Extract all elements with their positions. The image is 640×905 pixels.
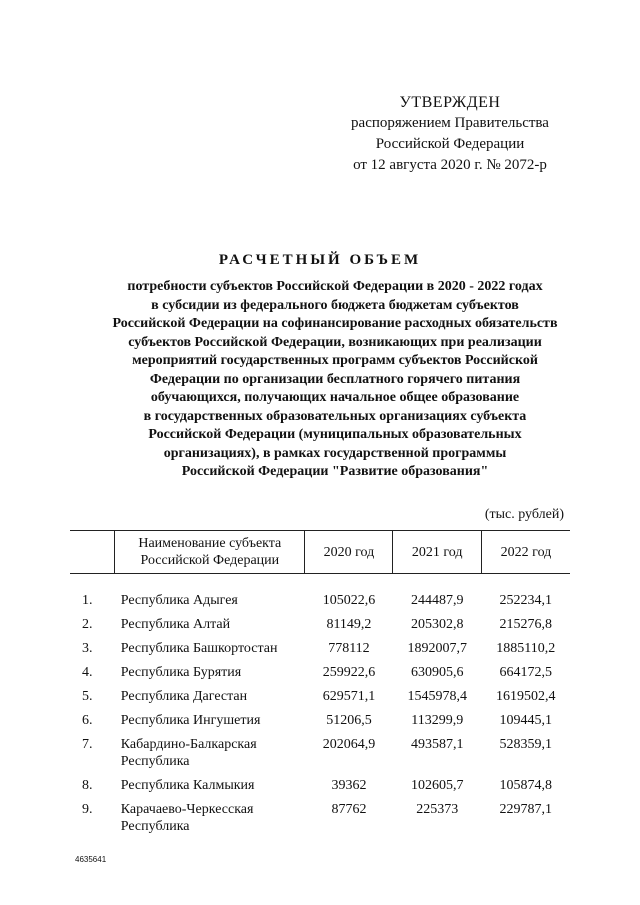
table-row — [70, 708, 570, 732]
row-value-2021: 630905,6 — [410, 665, 464, 680]
row-value-2022: 1885110,2 — [496, 641, 556, 656]
row-value-2020: 87762 — [331, 802, 367, 817]
table-row — [70, 732, 570, 773]
row-subject-name: Республика Башкортостан — [120, 641, 278, 656]
row-number: 5. — [82, 689, 93, 704]
row-subject-name: Республика Алтай — [120, 617, 231, 632]
subtitle-line: субъектов Российской Федерации, возникающих при реализации — [128, 334, 542, 350]
row-number: 4. — [82, 665, 93, 680]
approval-line-3: от 12 августа 2020 г. № 2072-р — [353, 157, 547, 173]
units-label: (тыс. рублей) — [484, 507, 564, 522]
row-value-2020: 51206,5 — [326, 713, 372, 728]
table-spacer — [70, 574, 570, 589]
subtitle-line: в субсидии из федерального бюджета бюджетам субъектов — [151, 297, 519, 313]
subtitle-line: мероприятий государственных программ субъектов Российской — [132, 353, 538, 368]
row-subject-name: Кабардино-Балкарская Республика — [120, 737, 257, 769]
subtitle-line: организациях), в рамках государственной программы — [163, 445, 507, 461]
row-value-2020: 629571,1 — [322, 689, 376, 704]
row-value-2022: 252234,1 — [499, 593, 552, 608]
row-value-2020: 202064,9 — [322, 737, 376, 752]
approval-block — [340, 92, 560, 176]
table-row — [70, 684, 570, 708]
table-row — [70, 773, 570, 797]
row-number: 1. — [82, 593, 93, 608]
row-number: 6. — [82, 713, 93, 728]
document-title: РАСЧЕТНЫЙ ОБЪЕМ — [218, 252, 422, 268]
row-value-2021: 205302,8 — [410, 617, 464, 632]
row-number: 2. — [82, 617, 93, 632]
approval-heading: УТВЕРЖДЕН — [399, 94, 501, 111]
row-value-2021: 225373 — [416, 802, 459, 817]
table-row — [70, 588, 570, 612]
approval-line-2: Российской Федерации — [375, 136, 525, 152]
row-value-2022: 528359,1 — [499, 737, 552, 752]
row-subject-name: Республика Калмыкия — [120, 778, 255, 793]
row-value-2020: 39362 — [331, 778, 367, 793]
subsidy-table — [70, 530, 570, 838]
row-subject-name: Республика Бурятия — [120, 665, 242, 680]
row-value-2022: 1619502,4 — [495, 689, 556, 704]
approval-line-1: распоряжением Правительства — [351, 115, 549, 131]
table-row — [70, 612, 570, 636]
subtitle-line: Российской Федерации "Развитие образования" — [181, 464, 489, 479]
row-number: 7. — [82, 737, 93, 752]
row-value-2020: 778112 — [328, 641, 370, 656]
table-row — [70, 636, 570, 660]
table-row — [70, 797, 570, 838]
table-body — [70, 574, 570, 839]
row-value-2022: 664172,5 — [499, 665, 552, 680]
header-2021: 2021 год — [393, 531, 481, 574]
subtitle-line: обучающихся, получающих начальное общее образование — [150, 390, 520, 405]
row-value-2021: 493587,1 — [410, 737, 464, 752]
header-subject-name: Наименование субъекта Российской Федерации — [115, 531, 305, 574]
subtitle-line: Федерации по организации бесплатного горячего питания — [149, 371, 521, 387]
subtitle-line: Российской Федерации на софинансирование расходных обязательств — [112, 316, 558, 331]
row-value-2021: 1892007,7 — [407, 641, 467, 656]
document-subtitle — [75, 278, 595, 482]
row-value-2021: 102605,7 — [410, 778, 464, 793]
row-number: 9. — [82, 802, 93, 817]
row-value-2020: 105022,6 — [322, 593, 376, 608]
row-value-2020: 81149,2 — [326, 617, 372, 632]
row-subject-name: Республика Адыгея — [120, 593, 238, 608]
row-value-2020: 259922,6 — [322, 665, 376, 680]
row-value-2021: 113299,9 — [411, 713, 464, 728]
header-2022: 2022 год — [481, 531, 570, 574]
row-number: 8. — [82, 778, 93, 793]
row-value-2022: 215276,8 — [499, 617, 552, 632]
spacer-cell — [70, 574, 570, 589]
row-number: 3. — [82, 641, 93, 656]
row-value-2022: 229787,1 — [499, 802, 552, 817]
table-header-row — [70, 531, 570, 574]
row-value-2022: 105874,8 — [499, 778, 552, 793]
header-2020: 2020 год — [305, 531, 393, 574]
subtitle-line: в государственных образовательных организациях субъекта — [143, 408, 527, 424]
subtitle-line: Российской Федерации (муниципальных образовательных — [148, 427, 522, 442]
row-value-2021: 244487,9 — [410, 593, 464, 608]
row-subject-name: Республика Ингушетия — [120, 713, 261, 728]
table-row — [70, 660, 570, 684]
row-subject-name: Карачаево-Черкесская Республика — [120, 802, 254, 834]
row-value-2021: 1545978,4 — [407, 689, 467, 704]
document-id: 4635641 — [75, 855, 107, 864]
row-value-2022: 109445,1 — [499, 713, 552, 728]
subtitle-line: потребности субъектов Российской Федерации в 2020 - 2022 годах — [127, 279, 543, 294]
header-number — [70, 531, 115, 574]
row-subject-name: Республика Дагестан — [120, 689, 248, 704]
